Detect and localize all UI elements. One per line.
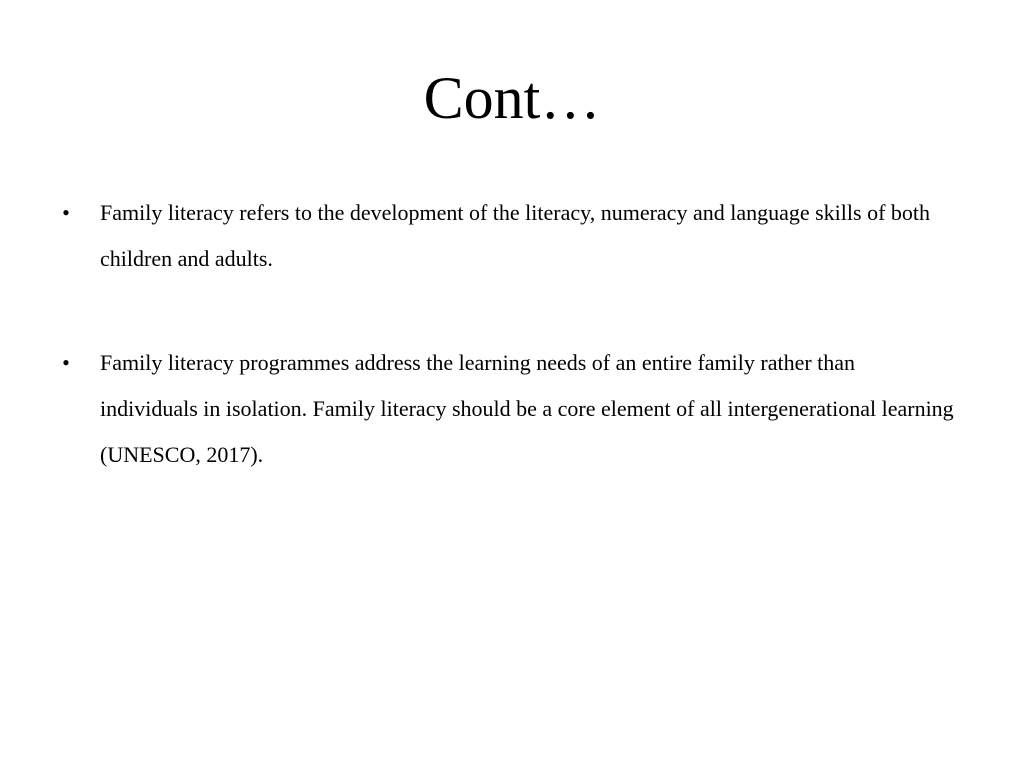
bullet-text: Family literacy refers to the development of the literacy, numeracy and language skills of both children and adults. <box>100 200 931 271</box>
slide-title: Cont… <box>423 65 601 131</box>
bullet-marker: • <box>62 200 70 225</box>
bullet-item <box>56 340 956 478</box>
bullet-item <box>56 190 956 282</box>
bullet-marker: • <box>62 350 70 375</box>
bullet-text: Family literacy programmes address the learning needs of an entire family rather than individuals in isolation. Family literacy should be a core element of all intergenerational learning (UNESCO, 2017). <box>100 350 954 467</box>
bullet-list <box>56 190 956 478</box>
